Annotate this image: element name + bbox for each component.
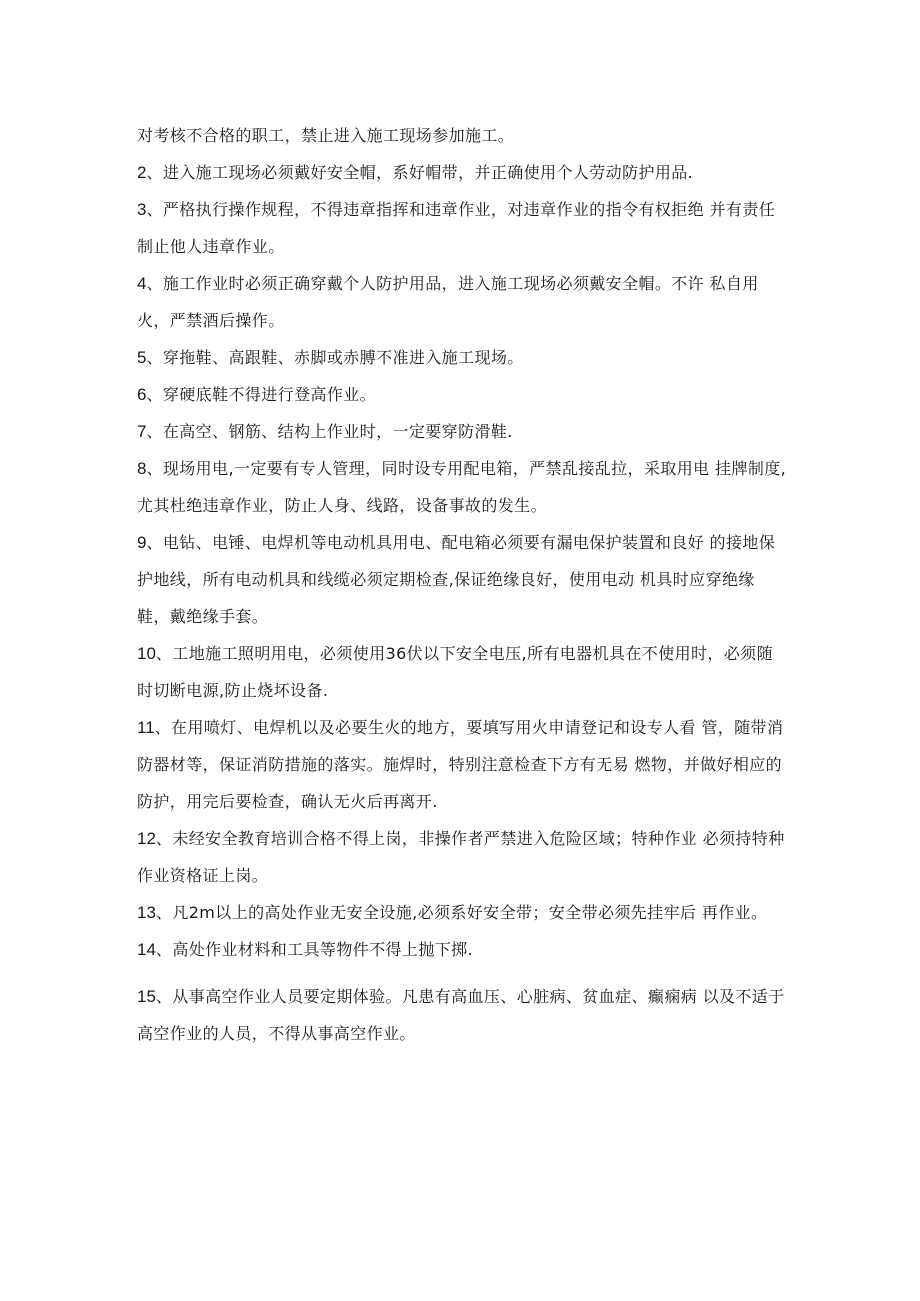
item-number: 12 [137, 829, 156, 848]
paragraph-5 [137, 339, 787, 376]
paragraph-text: 、凡2m以上的高处作业无安全设施,必须系好安全带；安全带必须先挂牢后 再作业。 [155, 903, 768, 922]
paragraph-2 [137, 154, 787, 191]
item-number: 4 [137, 274, 147, 293]
paragraph-text: 、穿硬底鞋不得进行登高作业。 [146, 385, 377, 404]
paragraph-text: 、穿拖鞋、高跟鞋、赤脚或赤膊不准进入施工现场。 [146, 348, 524, 367]
item-number: 13 [137, 903, 156, 922]
paragraph-8 [137, 450, 787, 524]
paragraph-text: 、严格执行操作规程，不得违章指挥和违章作业，对违章作业的指令有权拒绝 并有责任制止他人违章作业。 [137, 200, 776, 256]
item-number: 5 [137, 348, 147, 367]
item-number: 9 [137, 533, 147, 552]
paragraph-text: 、从事高空作业人员要定期体验。凡患有高血压、心脏病、贫血症、癫痫病 以及不适于高空作业的人员，不得从事高空作业。 [137, 987, 785, 1043]
paragraph-13 [137, 894, 787, 931]
item-number: 10 [137, 644, 156, 663]
item-number: 2 [137, 163, 147, 182]
item-number: 6 [137, 385, 147, 404]
paragraph-text: 、未经安全教育培训合格不得上岗，非操作者严禁进入危险区域；特种作业 必须持特种作业资格证上岗。 [137, 829, 785, 885]
item-number: 3 [137, 200, 147, 219]
paragraph-11 [137, 709, 787, 820]
paragraph-text: 、在用喷灯、电焊机以及必要生火的地方，要填写用火申请登记和设专人看 管，随带消防器材等，保证消防措施的落实。施焊时，特别注意检查下方有无易 燃物，并做好相应的防护，用完后要检查，确认无火后再离开. [137, 718, 784, 811]
paragraph-14 [137, 931, 787, 968]
paragraph-text: 、施工作业时必须正确穿戴个人防护用品，进入施工现场必须戴安全帽。不许 私自用火，严禁酒后操作。 [137, 274, 759, 330]
item-number: 11 [137, 718, 155, 737]
paragraph-7 [137, 413, 787, 450]
paragraph-text: 对考核不合格的职工，禁止进入施工现场参加施工。 [137, 126, 515, 145]
paragraph-text: 、现场用电,一定要有专人管理，同时设专用配电箱，严禁乱接乱拉，采取用电 挂牌制度,尤其杜绝违章作业，防止人身、线路，设备事故的发生。 [137, 459, 787, 515]
item-number: 8 [137, 459, 147, 478]
paragraph-9 [137, 524, 787, 635]
paragraph-15 [137, 978, 787, 1052]
paragraph-12 [137, 820, 787, 894]
paragraph-10 [137, 635, 787, 709]
paragraph-6 [137, 376, 787, 413]
item-number: 14 [137, 940, 156, 959]
item-number: 15 [137, 987, 156, 1006]
paragraph-text: 、进入施工现场必须戴好安全帽，系好帽带，并正确使用个人劳动防护用品. [146, 163, 694, 182]
item-number: 7 [137, 422, 147, 441]
paragraph-3 [137, 191, 787, 265]
paragraph-text: 、高处作业材料和工具等物件不得上抛下掷. [155, 940, 474, 959]
paragraph-text: 、在高空、钢筋、结构上作业时，一定要穿防滑鞋. [146, 422, 513, 441]
paragraph-1 [137, 117, 787, 154]
paragraph-text: 、电钻、电锤、电焊机等电动机具用电、配电箱必须要有漏电保护装置和良好 的接地保护地线，所有电动机具和线缆必须定期检查,保证绝缘良好，使用电动 机具时应穿绝缘鞋，戴绝缘手套。 [137, 533, 776, 626]
paragraph-text: 、工地施工照明用电，必须使用36伏以下安全电压,所有电器机具在不使用时，必须随时切断电源,防止烧坏设备. [137, 644, 773, 700]
document-body [137, 117, 787, 1052]
paragraph-4 [137, 265, 787, 339]
